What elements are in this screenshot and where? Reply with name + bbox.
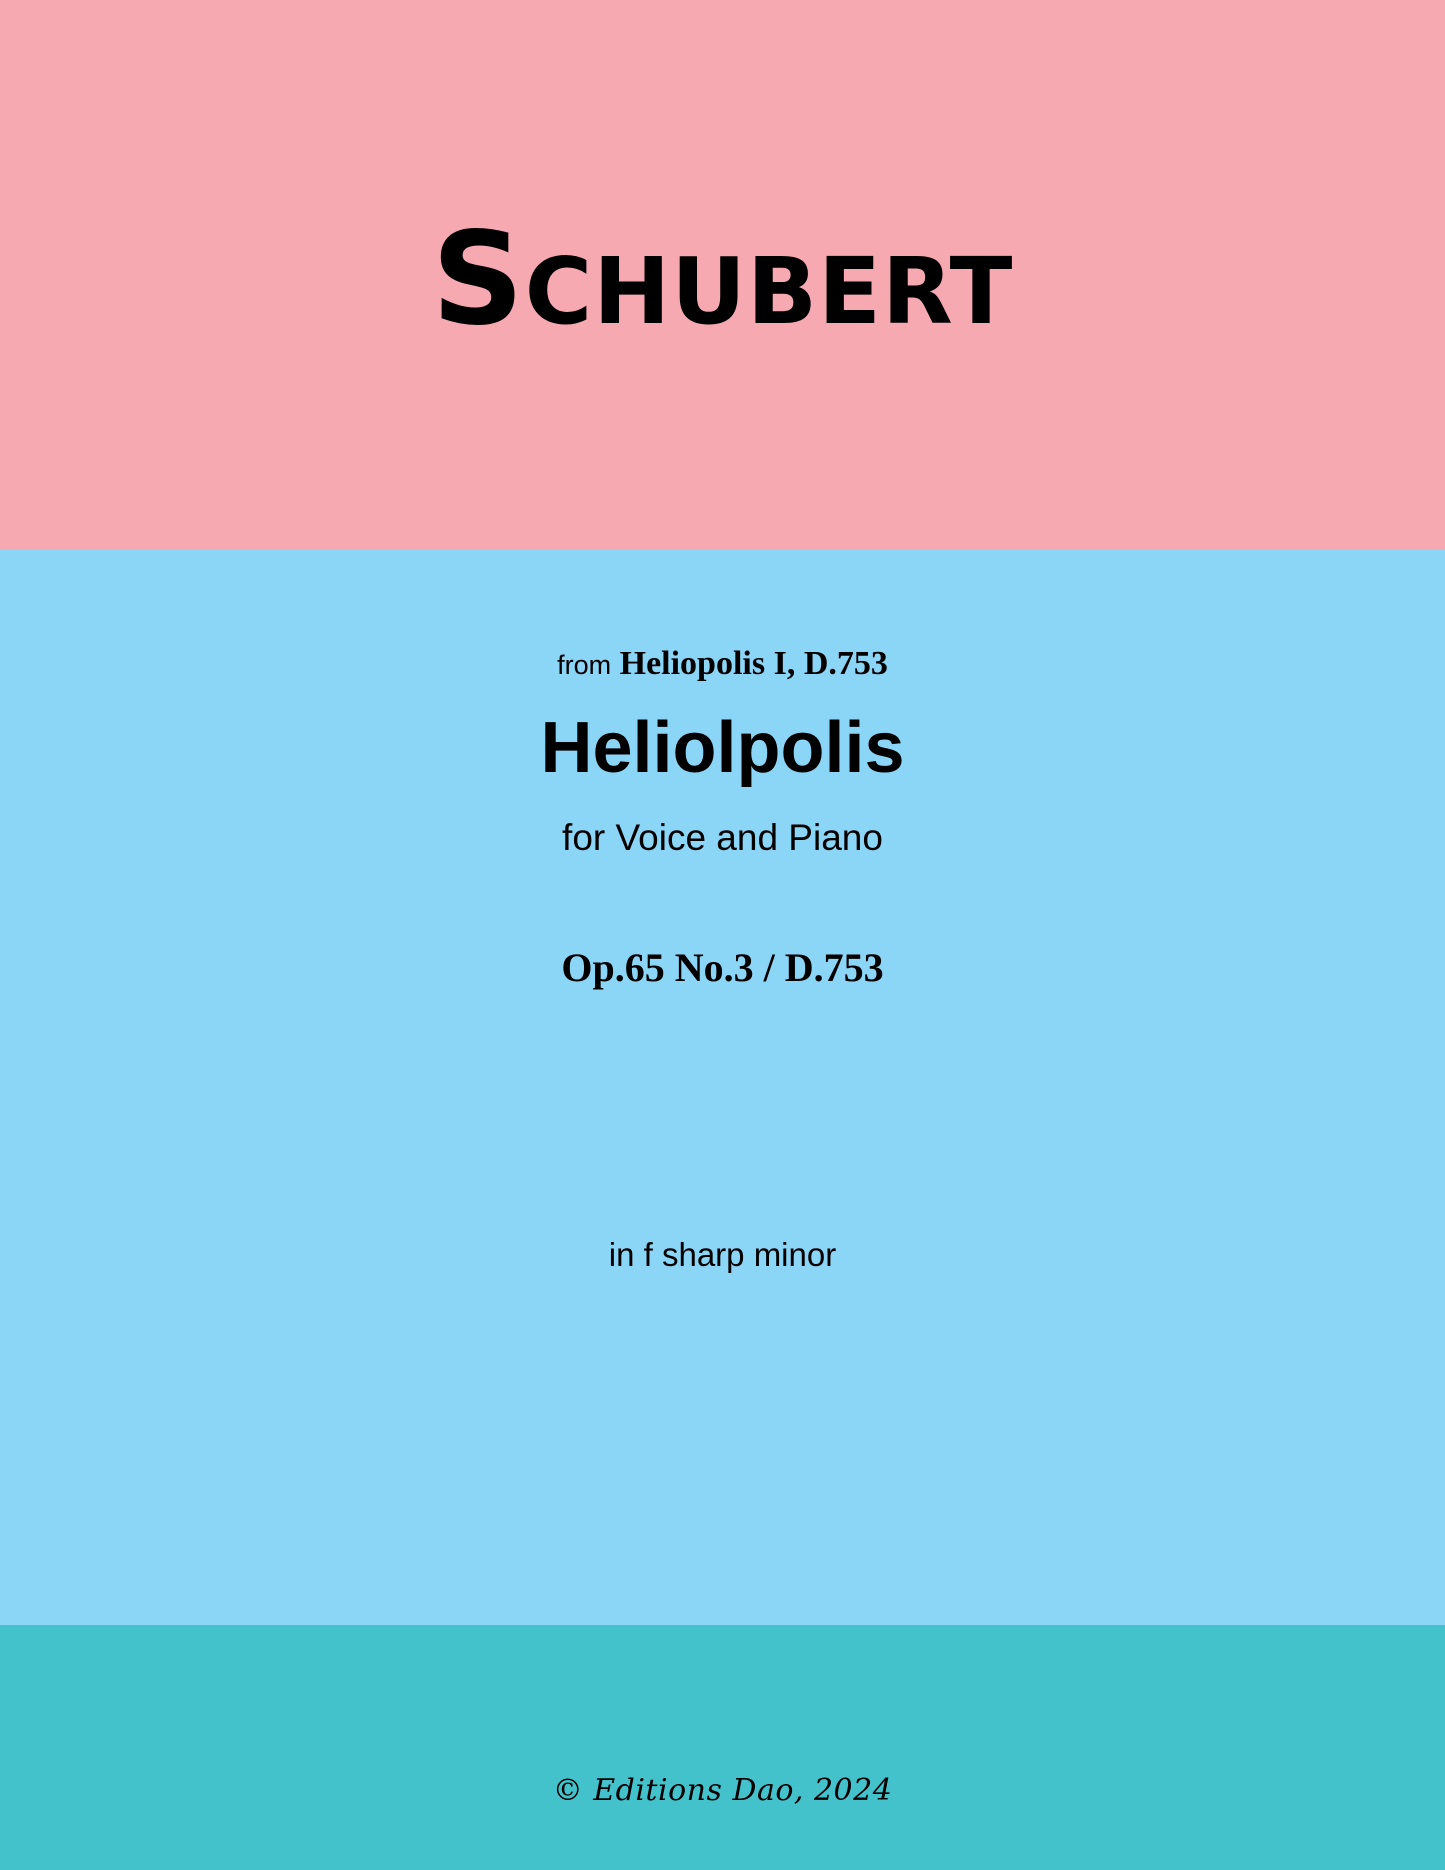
opus-number: Op.65 No.3 / D.753: [561, 944, 884, 990]
copyright-notice: © Editions Dao, 2024: [552, 1773, 893, 1808]
instrumentation-label: for Voice and Piano: [562, 816, 883, 858]
composer-name-text: SCHUBERT: [431, 205, 1014, 354]
footer-band: [0, 1625, 1445, 1870]
from-label: from: [557, 650, 612, 680]
composer-band: [0, 0, 1445, 550]
source-work-line: [0, 645, 1445, 683]
page-title: Heliolpolis: [540, 708, 905, 788]
composer-name: [431, 205, 1014, 354]
key-signature-label: in f sharp minor: [608, 1235, 837, 1273]
source-work-title: Heliopolis I, D.753: [619, 645, 888, 682]
title-band: [0, 550, 1445, 1625]
